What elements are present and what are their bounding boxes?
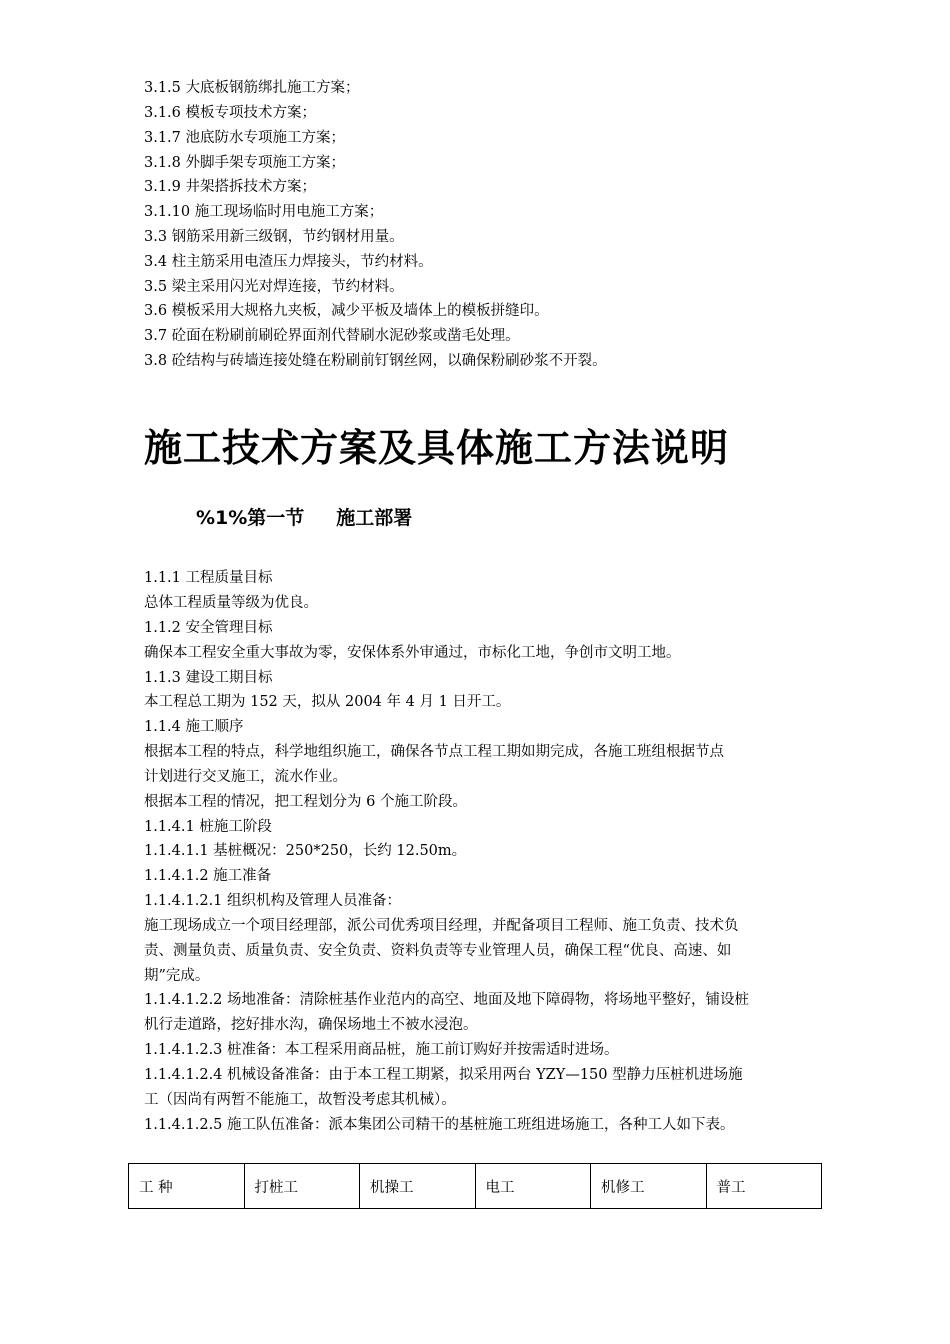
paragraph-line: 1.1.4.1.1 基桩概况：250*250，长约 12.50m。 [144,843,467,859]
paragraph-line: 1.1.3 建设工期目标 [144,670,273,686]
list-item: 3.1.7 池底防水专项施工方案； [144,130,346,146]
list-item: 3.1.5 大底板钢筋绑扎施工方案； [144,80,360,96]
list-item: 3.5 梁主采用闪光对焊连接，节约材料。 [144,279,404,295]
table-cell: 机操工 [360,1164,476,1209]
paragraph-line: 根据本工程的特点，科学地组织施工，确保各节点工程工期如期完成，各施工班组根据节点 [144,744,724,760]
paragraph-line: 1.1.4.1 桩施工阶段 [144,819,272,835]
table-cell: 工 种 [129,1164,245,1209]
paragraph-line: 期”完成。 [144,968,210,984]
table-row [129,1164,822,1209]
paragraph-line: 1.1.4.1.2.3 桩准备：本工程采用商品桩，施工前订购好并按需适时进场。 [144,1042,619,1058]
list-item: 3.3 钢筋采用新三级钢，节约钢材用量。 [144,229,404,245]
paragraph-line: 1.1.4.1.2.2 场地准备：清除桩基作业范内的高空、地面及地下障碍物，将场地平整好，铺设桩 [144,992,750,1008]
paragraph-line: 本工程总工期为 152 天，拟从 2004 年 4 月 1 日开工。 [144,694,511,710]
list-item: 3.1.6 模板专项技术方案； [144,105,317,121]
list-item: 3.4 柱主筋采用电渣压力焊接头，节约材料。 [144,254,433,270]
document-title: 施工技术方案及具体施工方法说明 [144,426,730,470]
paragraph-line: 1.1.1 工程质量目标 [144,570,273,586]
worker-types-table [128,1163,822,1209]
paragraph-line: 1.1.4 施工顺序 [144,719,244,735]
table-cell: 电工 [475,1164,591,1209]
paragraph-line: 根据本工程的情况，把工程划分为 6 个施工阶段。 [144,794,467,810]
paragraph-line: 1.1.4.1.2.1 组织机构及管理人员准备： [144,893,402,909]
paragraph-line: 1.1.2 安全管理目标 [144,620,273,636]
table-cell: 普工 [706,1164,822,1209]
paragraph-line: 工（因尚有两暂不能施工，故暂没考虑其机械）。 [144,1092,456,1108]
paragraph-line: 总体工程质量等级为优良。 [144,595,318,611]
list-item: 3.6 模板采用大规格九夹板，减少平板及墙体上的模板拼缝印。 [144,303,549,319]
paragraph-line: 责、测量负责、质量负责、安全负责、资料负责等专业管理人员，确保工程“优良、高速、如 [144,943,732,959]
paragraph-line: 计划进行交叉施工，流水作业。 [144,769,347,785]
paragraph-line: 1.1.4.1.2.5 施工队伍准备：派本集团公司精干的基桩施工班组进场施工，各种工人如下表。 [144,1117,735,1133]
section-number: %1%第一节 [196,507,305,529]
paragraph-line: 确保本工程安全重大事故为零，安保体系外审通过，市标化工地，争创市文明工地。 [144,645,681,661]
list-item: 3.8 砼结构与砖墙连接处缝在粉刷前钉钢丝网，以确保粉刷砂浆不开裂。 [144,353,607,369]
paragraph-line: 施工现场成立一个项目经理部，派公司优秀项目经理，并配备项目工程师、施工负责、技术负 [144,918,739,934]
list-item: 3.1.10 施工现场临时用电施工方案； [144,204,384,220]
list-item: 3.1.9 井架搭拆技术方案； [144,179,317,195]
list-item: 3.7 砼面在粉刷前刷砼界面剂代替刷水泥砂浆或凿毛处理。 [144,328,520,344]
table-cell: 机修工 [591,1164,707,1209]
section-name: 施工部署 [336,507,413,529]
paragraph-line: 1.1.4.1.2.4 机械设备准备：由于本工程工期紧，拟采用两台 YZY—150 型静力压桩机进场施 [144,1067,743,1083]
section-heading [196,503,412,533]
paragraph-line: 机行走道路，挖好排水沟，确保场地土不被水浸泡。 [144,1017,478,1033]
paragraph-line: 1.1.4.1.2 施工准备 [144,868,272,884]
table-cell: 打桩工 [244,1164,360,1209]
list-item: 3.1.8 外脚手架专项施工方案； [144,155,346,171]
